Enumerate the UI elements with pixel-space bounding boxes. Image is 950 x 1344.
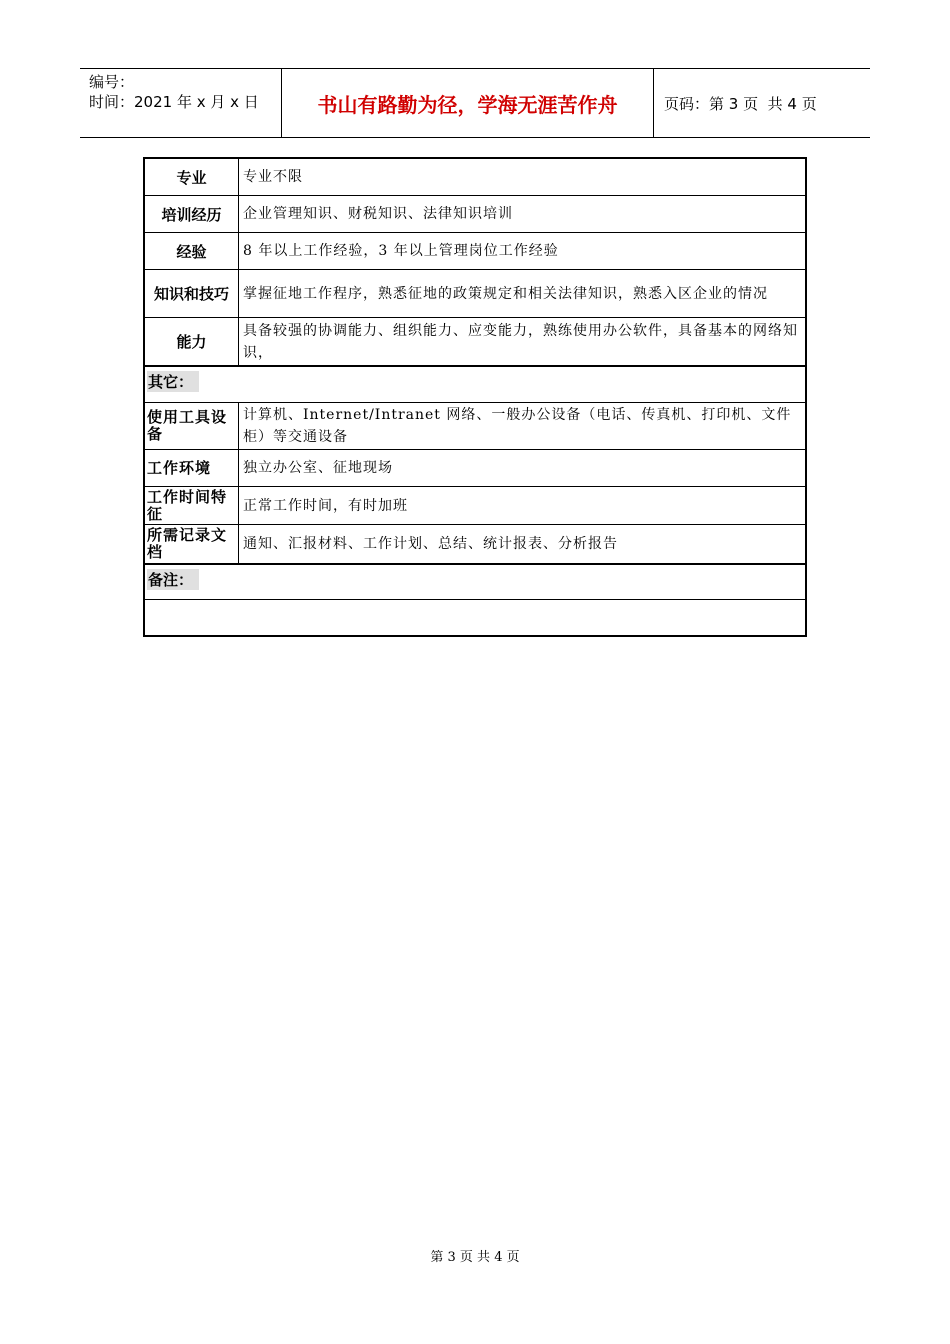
remarks-row (145, 600, 805, 635)
row-value: 8 年以上工作经验，3 年以上管理岗位工作经验 (243, 243, 559, 259)
remarks-value (145, 600, 805, 635)
table-row (145, 270, 805, 318)
header-page-info: 页码：第 3 页 共 4 页 (664, 94, 817, 113)
page-header (80, 68, 870, 138)
row-label: 知识和技巧 (145, 270, 239, 317)
row-value: 计算机、Internet/Intranet 网络、一般办公设备（电话、传真机、打印机、文件柜）等交通设备 (243, 407, 792, 445)
header-motto: 书山有路勤为径，学海无涯苦作舟 (282, 69, 654, 137)
row-value: 掌握征地工作程序，熟悉征地的政策规定和相关法律知识，熟悉入区企业的情况 (243, 285, 768, 302)
row-value: 通知、汇报材料、工作计划、总结、统计报表、分析报告 (243, 536, 618, 552)
table-row (145, 159, 805, 196)
table-row (145, 525, 805, 565)
row-label: 专业 (145, 159, 239, 195)
table-row (145, 318, 805, 367)
header-meta (80, 69, 282, 137)
row-value: 独立办公室、征地现场 (243, 460, 393, 476)
table-row (145, 196, 805, 233)
remarks-section-title: 备注： (147, 569, 199, 590)
table-row (145, 487, 805, 525)
row-value: 正常工作时间，有时加班 (243, 497, 408, 514)
other-section-title: 其它： (147, 371, 199, 392)
table-row (145, 403, 805, 450)
table-row (145, 233, 805, 270)
row-value: 具备较强的协调能力、组织能力、应变能力，熟练使用办公软件，具备基本的网络知识， (243, 322, 798, 361)
row-label: 使用工具设备 (145, 403, 239, 449)
time-label: 时间：2021 年 x 月 x 日 (89, 93, 259, 111)
page-footer: 第 3 页 共 4 页 (430, 1250, 520, 1265)
row-label: 能力 (145, 318, 239, 365)
job-description-table (143, 157, 807, 637)
other-section-row (145, 367, 805, 403)
row-label: 工作时间特征 (145, 487, 239, 524)
row-label: 所需记录文档 (145, 525, 239, 563)
remarks-section-row (145, 565, 805, 600)
row-value: 企业管理知识、财税知识、法律知识培训 (243, 206, 513, 222)
table-row (145, 450, 805, 487)
row-label: 培训经历 (145, 196, 239, 232)
row-label: 工作环境 (145, 450, 239, 486)
row-label: 经验 (145, 233, 239, 269)
row-value: 专业不限 (243, 169, 303, 185)
number-label: 编号： (89, 73, 135, 91)
